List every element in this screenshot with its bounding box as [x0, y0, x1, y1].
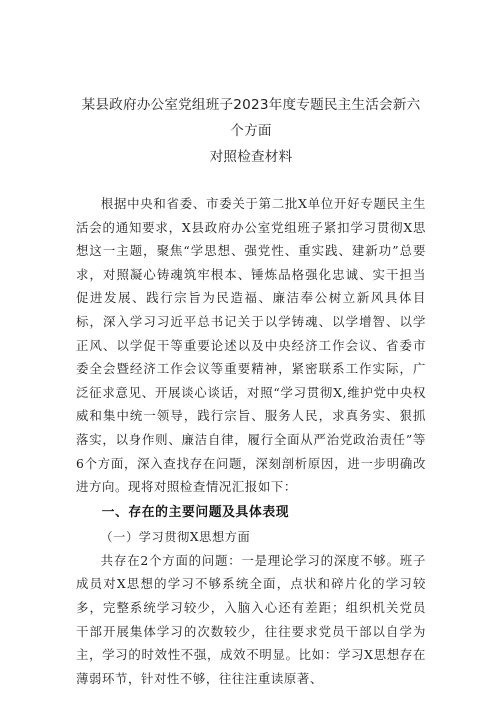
- section-heading-1: 一、存在的主要问题及具体表现: [101, 504, 290, 520]
- title-line-1: 某县政府办公室党组班子2023年度专题民主生活会新六个方面: [81, 97, 421, 139]
- subsection-paragraph-1: 共存在2个方面的问题：一是理论学习的深度不够。班子成员对X思想的学习不够系统全面，点状和碎片化的学习较多，完整系统学习较少，入脑入心还有差距；组织机关党员干部开展集体学习的次数较少，往往要求党员干部以自学为主，学习的时效性不强，成效不明显。比如：学习X思想存在薄弱环节，针对性不够，往往注重读原著、: [76, 552, 426, 686]
- document-body: [76, 192, 426, 690]
- intro-paragraph: 根据中央和省委、市委关于第二批X单位开好专题民主生活会的通知要求，X县政府办公室党组班子紧扣学习贯彻X思想这一主题，聚焦“学思想、强党性、重实践、建新功”总要求，对照凝心铸魂筑牢根本、锤炼品格强化忠诚、实干担当促进发展、践行宗旨为民造福、廉洁奉公树立新风具体目标，深入学习习近平总书记关于以学铸魂、以学增智、以学正风、以学促干等重要论述以及中央经济工作会议、省委市委全会暨经济工作会议等重要精神，紧密联系工作实际，广泛征求意见、开展谈心谈话，对照“学习贯彻X,维护党中央权威和集中统一领导，践行宗旨、服务人民，求真务实、狠抓落实，以身作则、廉洁自律，履行全面从严治党政治责任”等6个方面，深入查找存在问题，深刻剖析原因，进一步明确改进方向。现将对照检查情况汇报如下：: [76, 196, 426, 495]
- subsection-heading-1: （一）学习贯彻X思想方面: [100, 529, 251, 544]
- document-title: [76, 92, 426, 170]
- title-line-2: 对照检查材料: [209, 149, 293, 165]
